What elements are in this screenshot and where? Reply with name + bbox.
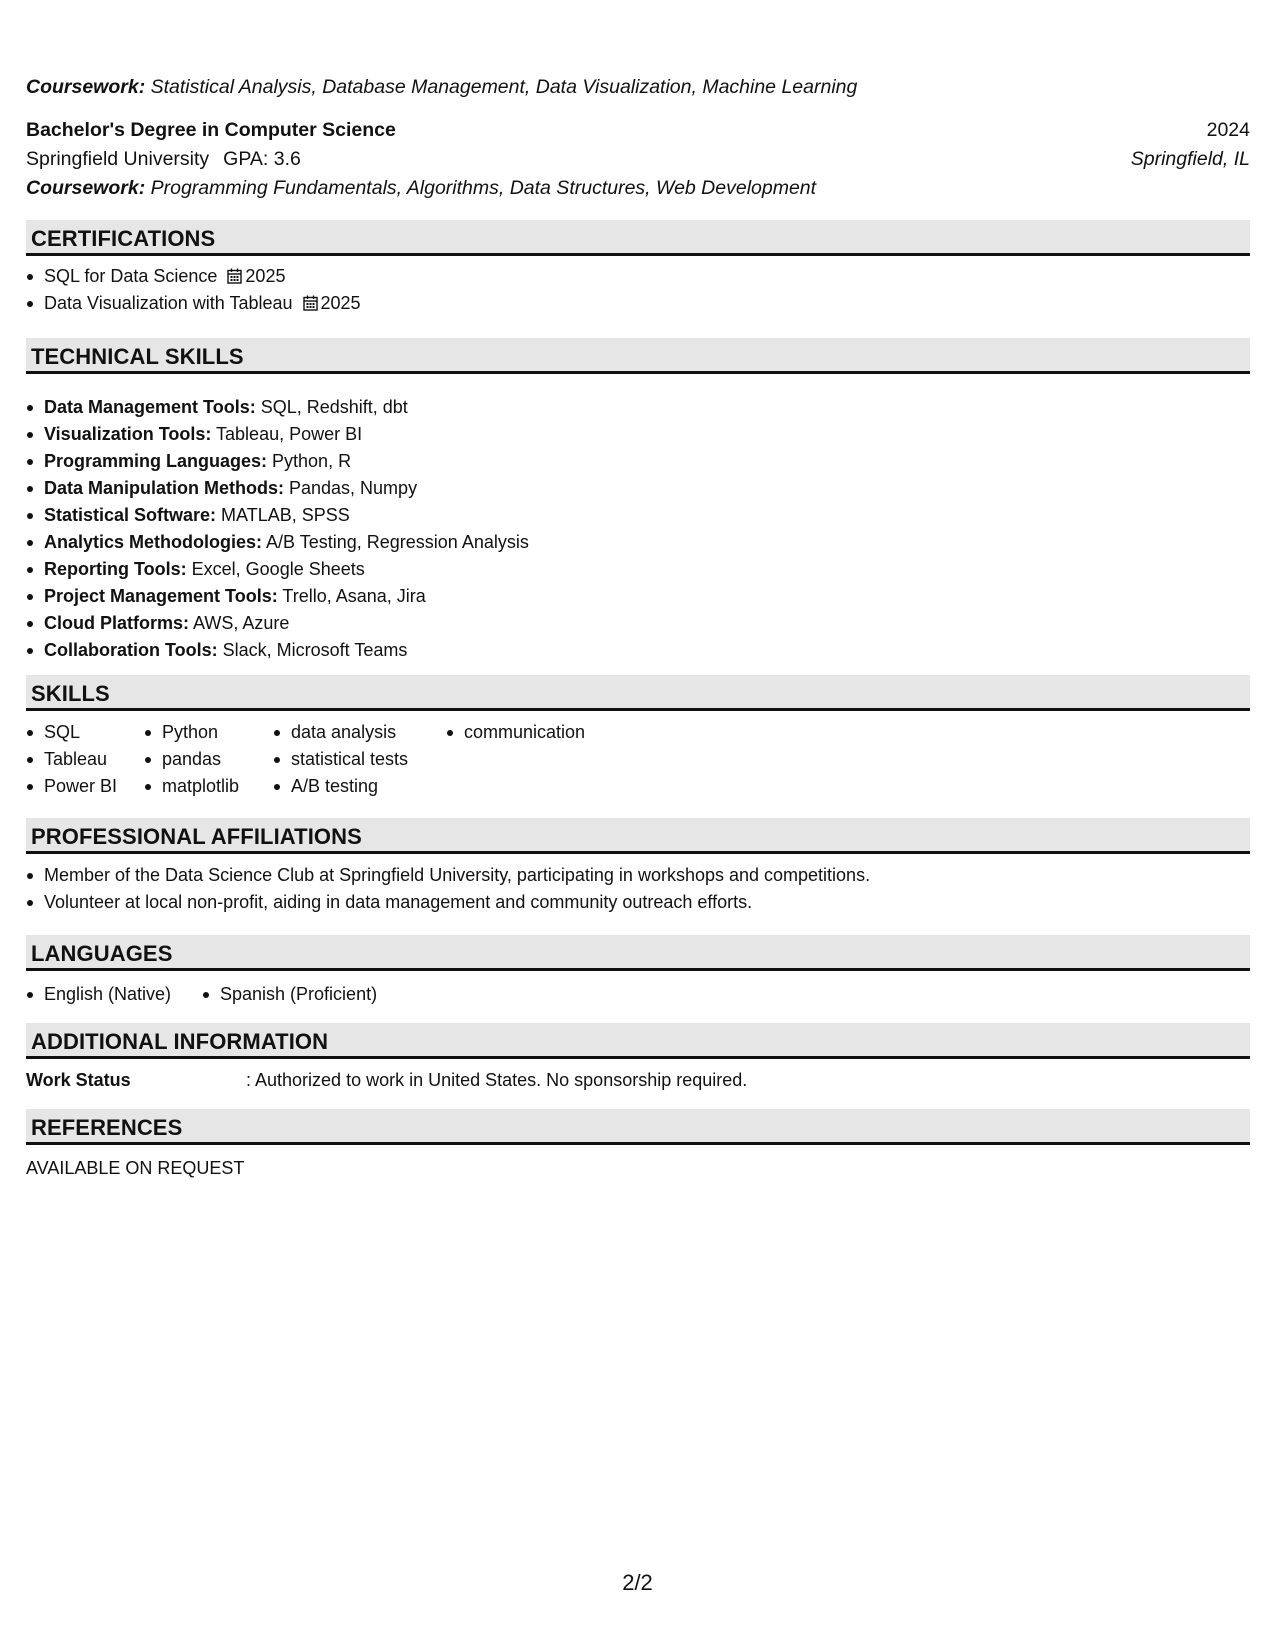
technical-skill-value: SQL, Redshift, dbt — [255, 397, 408, 417]
affiliation-item: Volunteer at local non-profit, aiding in data management and community outreach efforts. — [26, 889, 870, 916]
technical-skill-value: Slack, Microsoft Teams — [217, 640, 408, 660]
section-title: CERTIFICATIONS — [31, 226, 216, 251]
technical-skill-value: Excel, Google Sheets — [186, 559, 365, 579]
section-title: SKILLS — [31, 681, 110, 706]
section-header-affiliations — [26, 818, 1250, 854]
technical-skill-item — [26, 448, 529, 475]
section-header-technical-skills — [26, 338, 1250, 374]
technical-skill-item — [26, 475, 529, 502]
skill-item: Tableau — [26, 746, 117, 773]
skill-item: communication — [446, 719, 585, 746]
skills-column — [273, 719, 408, 800]
calendar-icon — [303, 295, 318, 311]
technical-skill-item — [26, 556, 529, 583]
certification-item — [26, 290, 361, 317]
affiliation-item: Member of the Data Science Club at Springfield University, participating in workshops and competitions. — [26, 862, 870, 889]
skills-column — [144, 719, 239, 800]
language-item: English (Native) — [26, 981, 171, 1008]
section-header-languages — [26, 935, 1250, 971]
certifications-list — [26, 263, 361, 317]
technical-skill-item — [26, 637, 529, 664]
section-title: ADDITIONAL INFORMATION — [31, 1029, 329, 1054]
skill-item: Power BI — [26, 773, 117, 800]
degree-row — [26, 119, 1250, 143]
school-name: Springfield University — [26, 148, 210, 170]
certification-name: Data Visualization with Tableau — [44, 293, 293, 313]
section-title: LANGUAGES — [31, 941, 173, 966]
coursework-label: Coursework: — [26, 177, 146, 199]
technical-skill-value: Tableau, Power BI — [211, 424, 363, 444]
technical-skill-item — [26, 421, 529, 448]
technical-skill-label: Statistical Software: — [44, 505, 217, 525]
degree-year: 2024 — [1206, 119, 1250, 141]
skill-item: matplotlib — [144, 773, 239, 800]
technical-skill-value: Pandas, Numpy — [284, 478, 418, 498]
technical-skill-item — [26, 394, 529, 421]
technical-skill-item — [26, 610, 529, 637]
technical-skill-item — [26, 583, 529, 610]
skill-item: statistical tests — [273, 746, 408, 773]
calendar-icon — [227, 268, 242, 284]
technical-skill-label: Data Manipulation Methods: — [44, 478, 284, 498]
skill-item: A/B testing — [273, 773, 408, 800]
technical-skills-list — [26, 394, 529, 664]
technical-skill-label: Visualization Tools: — [44, 424, 212, 444]
section-header-additional-information — [26, 1023, 1250, 1059]
references-text: AVAILABLE ON REQUEST — [26, 1158, 245, 1178]
certification-year: 2025 — [245, 266, 286, 286]
page-number: 2/2 — [622, 1570, 653, 1595]
skill-item: pandas — [144, 746, 239, 773]
gpa: GPA: 3.6 — [223, 148, 301, 170]
skills-column — [26, 719, 117, 800]
technical-skill-value: Python, R — [267, 451, 352, 471]
section-title: REFERENCES — [31, 1115, 183, 1140]
work-status-label: Work Status — [26, 1070, 131, 1090]
technical-skill-label: Project Management Tools: — [44, 586, 278, 606]
technical-skill-item — [26, 529, 529, 556]
prev-coursework-text: Statistical Analysis, Database Management, Data Visualization, Machine Learning — [145, 76, 858, 98]
affiliations-list — [26, 862, 870, 916]
technical-skill-label: Collaboration Tools: — [44, 640, 218, 660]
certification-year: 2025 — [320, 293, 361, 313]
technical-skill-item — [26, 502, 529, 529]
skill-item: data analysis — [273, 719, 408, 746]
languages-list — [26, 981, 171, 1008]
section-header-references — [26, 1109, 1250, 1145]
prev-coursework — [26, 76, 857, 99]
technical-skill-value: Trello, Asana, Jira — [277, 586, 426, 606]
certification-name: SQL for Data Science — [44, 266, 218, 286]
technical-skill-value: AWS, Azure — [189, 613, 290, 633]
skills-column — [446, 719, 585, 746]
prev-coursework-label: Coursework: — [26, 76, 146, 98]
section-header-certifications — [26, 220, 1250, 256]
school-location: Springfield, IL — [1130, 148, 1250, 170]
coursework-text: Programming Fundamentals, Algorithms, Data Structures, Web Development — [145, 177, 817, 199]
technical-skill-label: Reporting Tools: — [44, 559, 187, 579]
skill-item: Python — [144, 719, 239, 746]
section-title: TECHNICAL SKILLS — [31, 344, 244, 369]
degree-coursework — [26, 177, 816, 200]
section-header-skills — [26, 675, 1250, 711]
technical-skill-value: A/B Testing, Regression Analysis — [262, 532, 529, 552]
certification-item — [26, 263, 361, 290]
technical-skill-label: Analytics Methodologies: — [44, 532, 263, 552]
section-title: PROFESSIONAL AFFILIATIONS — [31, 824, 362, 849]
skill-item: SQL — [26, 719, 117, 746]
school-row — [26, 148, 1250, 172]
technical-skill-value: MATLAB, SPSS — [216, 505, 350, 525]
technical-skill-label: Cloud Platforms: — [44, 613, 190, 633]
school-line — [26, 148, 301, 171]
languages-list — [202, 981, 377, 1008]
technical-skill-label: Data Management Tools: — [44, 397, 256, 417]
language-item: Spanish (Proficient) — [202, 981, 377, 1008]
technical-skill-label: Programming Languages: — [44, 451, 268, 471]
work-status-value: : Authorized to work in United States. No sponsorship required. — [246, 1070, 748, 1090]
degree-title: Bachelor's Degree in Computer Science — [26, 119, 396, 141]
